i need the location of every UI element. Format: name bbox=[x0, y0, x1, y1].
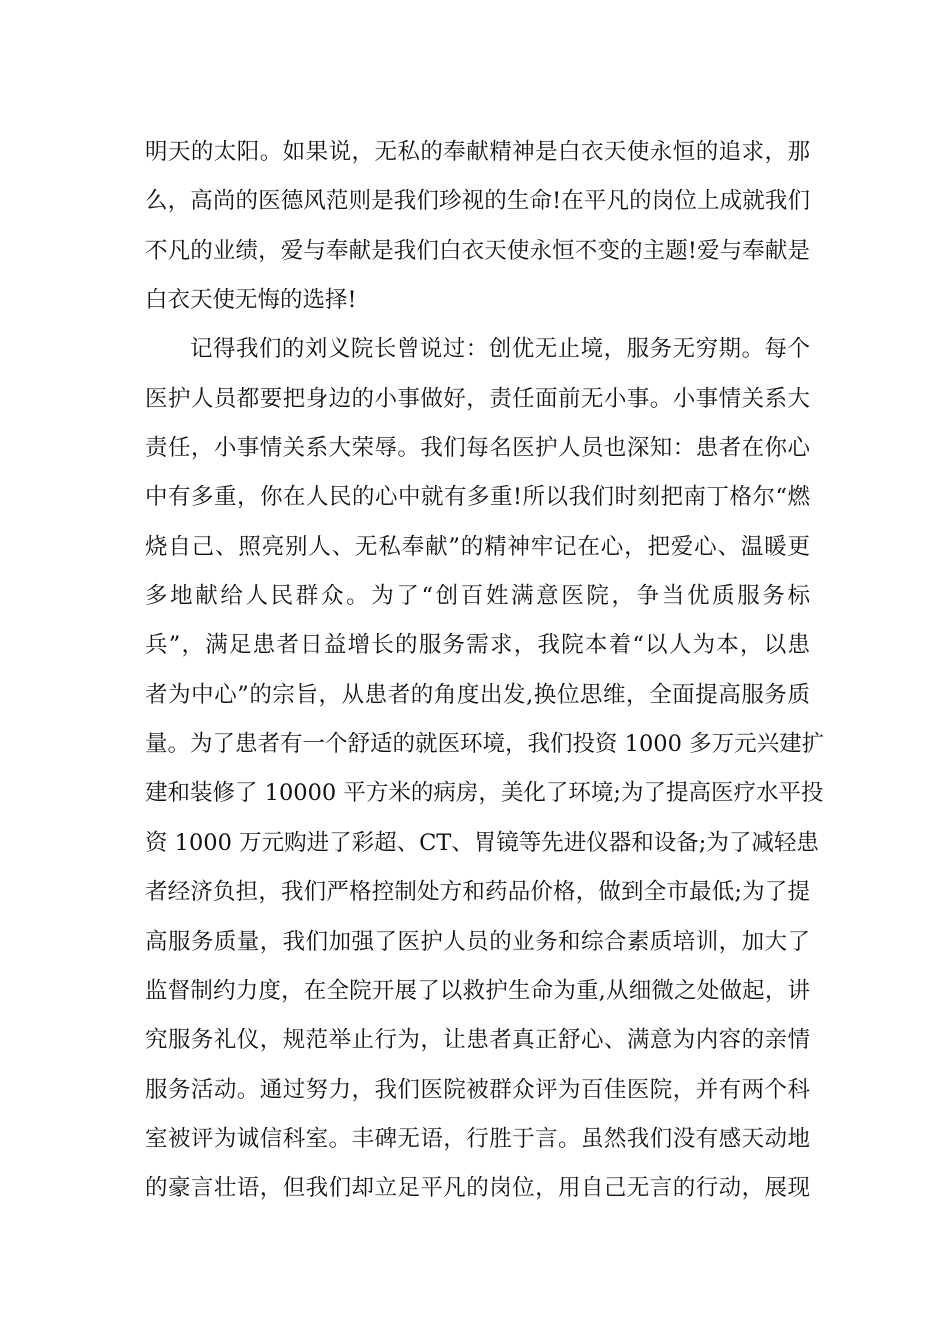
text-line: 不凡的业绩，爱与奉献是我们白衣天使永恒不变的主题!爱与奉献是 bbox=[145, 237, 810, 264]
text-line: 服务活动。通过努力，我们医院被群众评为百佳医院，并有两个科 bbox=[145, 1076, 810, 1103]
text-line: 者经济负担，我们严格控制处方和药品价格，做到全市最低;为了提 bbox=[145, 879, 810, 906]
text-line: 室被评为诚信科室。丰碑无语，行胜于言。虽然我们没有感天动地 bbox=[145, 1125, 810, 1152]
paragraph-1 bbox=[145, 133, 810, 330]
text-line: 量。为了患者有一个舒适的就医环境，我们投资 1000 多万元兴建扩 bbox=[145, 731, 825, 758]
text-line: 者为中心”的宗旨，从患者的角度出发,换位思维，全面提高服务质 bbox=[145, 681, 810, 708]
body-text bbox=[145, 133, 825, 1219]
text-line: 中有多重，你在人民的心中就有多重!所以我们时刻把南丁格尔“燃 bbox=[145, 484, 810, 511]
text-line: 记得我们的刘义院长曾说过：创优无止境，服务无穷期。每个 bbox=[190, 336, 810, 363]
paragraph-2 bbox=[145, 330, 825, 1218]
text-line: 究服务礼仪，规范举止行为，让患者真正舒心、满意为内容的亲情 bbox=[145, 1027, 810, 1054]
text-line: 烧自己、照亮别人、无私奉献”的精神牢记在心，把爱心、温暖更 bbox=[145, 533, 810, 560]
text-line: 么，高尚的医德风范则是我们珍视的生命!在平凡的岗位上成就我们 bbox=[145, 188, 810, 215]
text-line: 责任，小事情关系大荣辱。我们每名医护人员也深知：患者在你心 bbox=[145, 435, 810, 462]
text-line: 监督制约力度，在全院开展了以救护生命为重,从细微之处做起，讲 bbox=[145, 977, 810, 1004]
text-line: 医护人员都要把身边的小事做好，责任面前无小事。小事情关系大 bbox=[145, 385, 810, 412]
text-line: 多地献给人民群众。为了“创百姓满意医院，争当优质服务标 bbox=[145, 583, 810, 610]
text-line: 建和装修了 10000 平方米的病房，美化了环境;为了提高医疗水平投 bbox=[145, 780, 824, 807]
text-line: 资 1000 万元购进了彩超、CT、胃镜等先进仪器和设备;为了减轻患 bbox=[145, 829, 819, 856]
text-line: 白衣天使无悔的选择! bbox=[145, 287, 357, 314]
text-line: 明天的太阳。如果说，无私的奉献精神是白衣天使永恒的追求，那 bbox=[145, 139, 810, 165]
text-line: 的豪言壮语，但我们却立足平凡的岗位，用自己无言的行动，展现 bbox=[145, 1175, 810, 1202]
text-line: 兵”，满足患者日益增长的服务需求，我院本着“以人为本，以患 bbox=[145, 632, 810, 659]
text-line: 高服务质量，我们加强了医护人员的业务和综合素质培训，加大了 bbox=[145, 928, 810, 955]
